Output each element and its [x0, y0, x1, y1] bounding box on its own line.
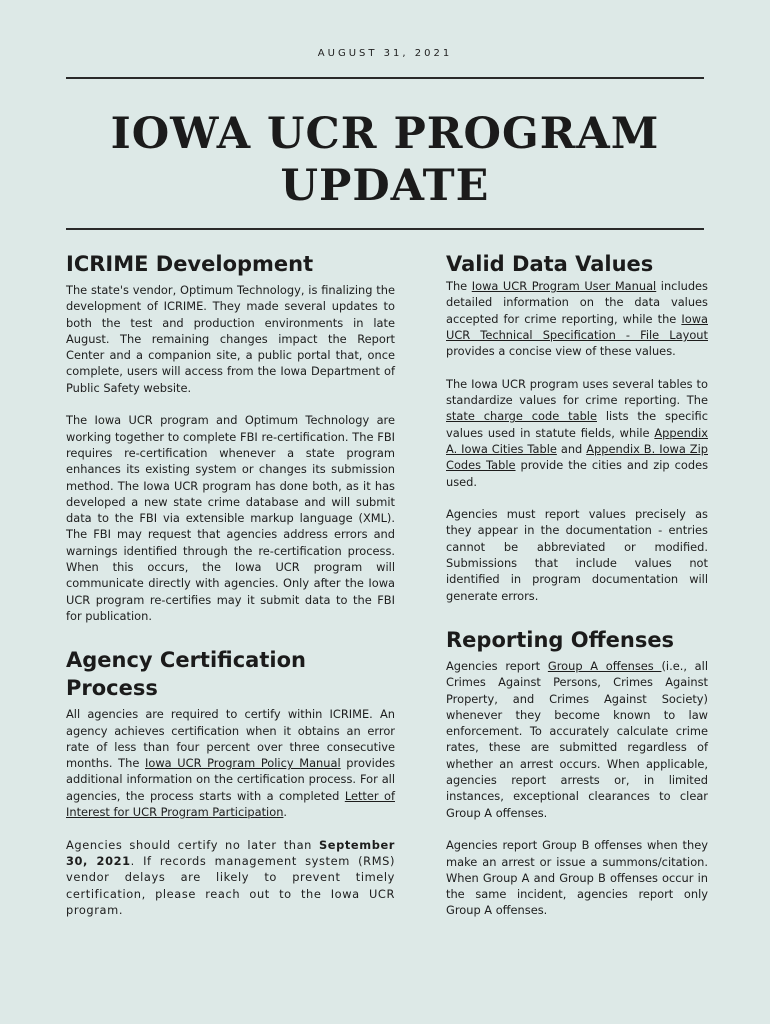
state-charge-code-table-link[interactable]: state charge code table	[446, 409, 597, 424]
letter-of-interest-link[interactable]: Letter of Interest for UCR Program Participation	[66, 788, 395, 820]
valid-paragraph-1	[446, 278, 708, 359]
valid-paragraph-2	[446, 376, 708, 490]
valid-p1-text-a: The	[446, 279, 472, 293]
technical-specification-link[interactable]: Iowa UCR Technical Specification - File Layout	[446, 311, 708, 342]
top-divider	[66, 77, 704, 79]
title-line-1: IOWA UCR PROGRAM	[110, 109, 660, 159]
valid-paragraph-3: Agencies must report values precisely as they appear in the documentation - entries cannot be abbreviated or modified. Submissions that include values not identified in program documentation will generate errors.	[446, 507, 708, 603]
agency-heading: Agency Certification Process	[66, 648, 306, 701]
agency-p2-text-b: . If records management system (RMS) vendor delays are likely to prevent timely certification, please reach out to the Iowa UCR program.	[66, 853, 395, 917]
agency-p2-text-a: Agencies should certify no later than	[66, 837, 319, 852]
issue-date: AUGUST 31, 2021	[317, 48, 453, 59]
page-title	[40, 108, 730, 212]
valid-p2-text-c: and	[556, 441, 587, 456]
policy-manual-link[interactable]: Iowa UCR Program Policy Manual	[145, 756, 341, 771]
left-column	[66, 250, 395, 918]
agency-paragraph-2	[66, 837, 395, 918]
valid-heading: Valid Data Values	[446, 252, 654, 276]
appendix-a-link[interactable]: Appendix A. Iowa Cities Table	[446, 425, 708, 456]
icrime-heading: ICRIME Development	[66, 252, 314, 276]
title-line-2: UPDATE	[280, 161, 490, 211]
offenses-paragraph-2: Agencies report Group B offenses when they make an arrest or issue a summons/citation. When Group A and Group B offenses occur in the same incident, agencies report only Group A offenses.	[446, 838, 708, 918]
agency-p1-text-b: provides additional information on the certification process. For all agencies, the process starts with a completed	[66, 756, 396, 803]
offenses-heading: Reporting Offenses	[446, 627, 675, 652]
appendix-b-link[interactable]: Appendix B. Iowa Zip Codes Table	[446, 441, 708, 473]
group-a-offenses-link[interactable]: Group A offenses	[547, 658, 662, 673]
agency-paragraph-1	[66, 706, 395, 820]
icrime-paragraph-1: The state's vendor, Optimum Technology, is finalizing the development of ICRIME. They made several updates to both the test and production environments in late August. The remaining changes impact the Report Center and a companion site, a public portal that, once complete, users will access from the Iowa Department of Public Safety website.	[66, 283, 395, 395]
right-column	[446, 250, 708, 919]
offenses-p1-text-b: (i.e., all Crimes Against Persons, Crimes Against Property, and Crimes Against Society) whenever they become known to law enforcement. To accurately calculate crime rates, these are submitted regardless of whether an arrest occurs. When applicable, agencies report arrests or, in limited instances, exceptional clearances to clear Group A offenses.	[446, 658, 708, 820]
valid-p1-text-b: includes detailed information on the data values accepted for crime reporting, while the	[446, 279, 708, 326]
icrime-paragraph-2: The Iowa UCR program and Optimum Technology are working together to complete FBI re-certification. The FBI requires re-certification whenever a state program enhances its existing system or changes its submission method. The Iowa UCR program has done both, as it has developed a new state crime database and will submit data to the FBI via extensible markup language (XML). The FBI may request that agencies address errors and warnings identified through the re-certification process. When this occurs, the Iowa UCR program will communicate directly with agencies. Only after the Iowa UCR program re-certifies may it submit data to the FBI for publication.	[66, 413, 395, 623]
valid-p1-text-c: provides a concise view of these values.	[446, 344, 676, 359]
certification-deadline: September 30, 2021	[66, 837, 395, 868]
valid-p2-text-a: The Iowa UCR program uses several tables to standardize values for crime reporting. The	[446, 376, 708, 408]
valid-p2-text-d: provide the cities and zip codes used.	[446, 458, 709, 489]
offenses-paragraph-1	[446, 658, 708, 821]
user-manual-link[interactable]: Iowa UCR Program User Manual	[471, 279, 657, 293]
title-divider	[66, 228, 704, 230]
agency-p1-text-c: .	[283, 805, 288, 820]
offenses-p1-text-a: Agencies report	[446, 658, 548, 673]
valid-p2-text-b: lists the specific values used in statute fields, while	[446, 409, 708, 440]
agency-p1-text-a: All agencies are required to certify within ICRIME. An agency achieves certification when it obtains an error rate of less than four percent over three consecutive months. The	[66, 707, 395, 771]
